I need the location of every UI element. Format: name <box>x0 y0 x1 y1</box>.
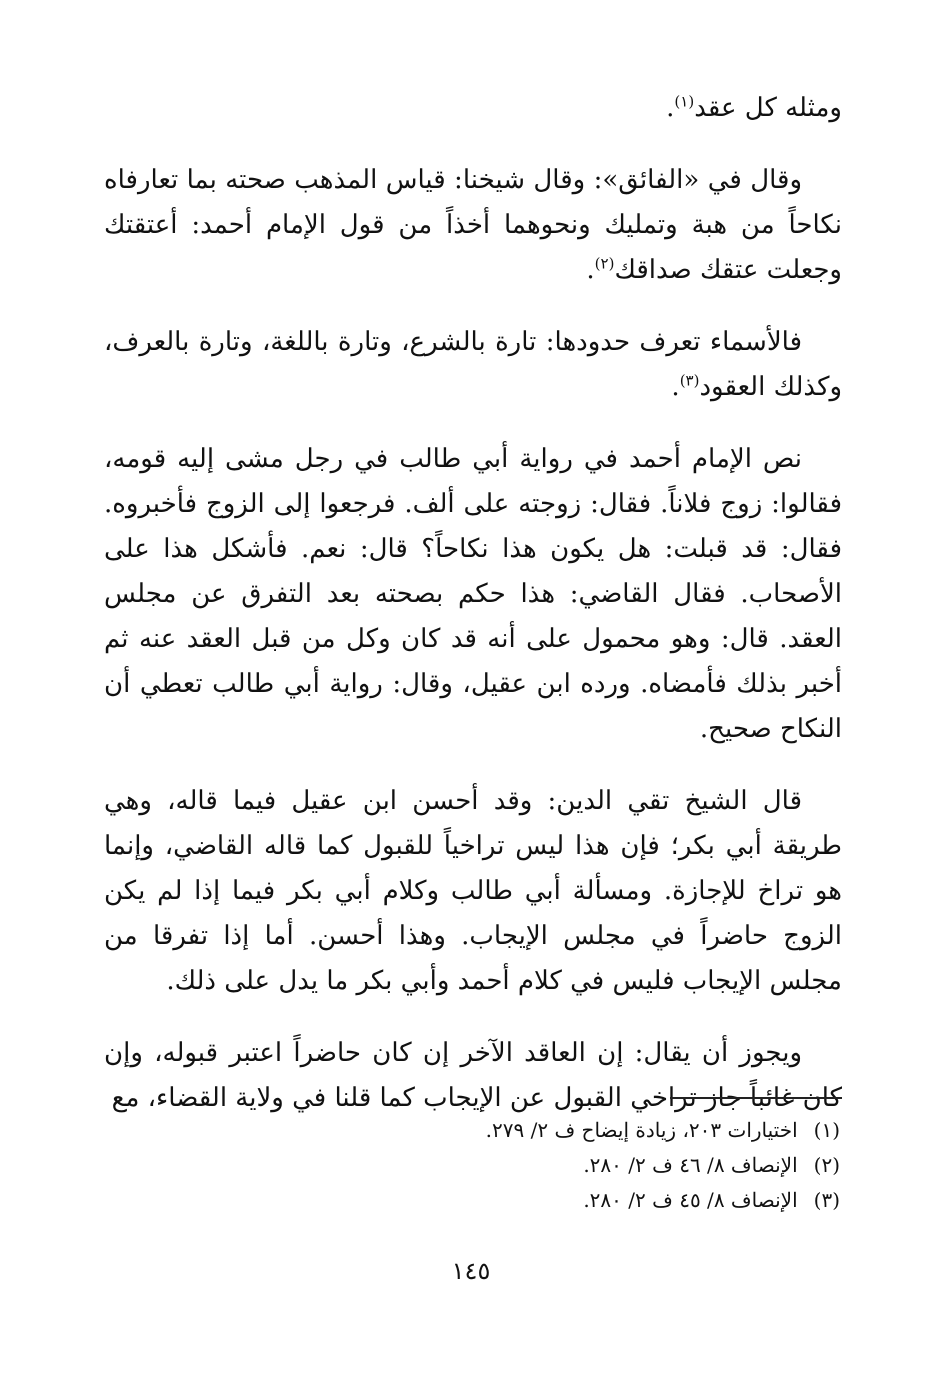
paragraph-1 <box>104 86 842 131</box>
paragraph-3 <box>104 320 842 410</box>
footnote-ref: (٣) <box>679 371 700 390</box>
footnote-number: (١) <box>813 1118 840 1142</box>
paragraph-text: ويجوز أن يقال: إن العاقد الآخر إن كان حاضراً اعتبر قبوله، وإن كان غائباً جاز تراخي القبول عن الإيجاب كما قلنا في ولاية القضاء، مع <box>104 1038 842 1113</box>
footnote-text: اختيارات ٢٠٣، زيادة إيضاح ف ٢/ ٢٧٩. <box>485 1118 798 1142</box>
footnotes <box>104 1113 840 1218</box>
paragraph-text: قال الشيخ تقي الدين: وقد أحسن ابن عقيل فيما قاله، وهي طريقة أبي بكر؛ فإن هذا ليس تراخياً للقبول كما قاله القاضي، وإنما هو تراخ للإجازة. ومسألة أبي طالب وكلام أبي بكر فيما إذا لم يكن الزوج حاضراً في مجلس الإيجاب. وهذا أحسن. أما إذا تفرقا من مجلس الإيجاب فليس في كلام أحمد وأبي بكر ما يدل على ذلك. <box>104 786 842 996</box>
paragraph-end: . <box>671 372 680 402</box>
footnote-1 <box>104 1113 840 1148</box>
paragraph-text: ومثله كل عقد <box>694 93 842 123</box>
paragraph-2 <box>104 158 842 293</box>
paragraph-6 <box>104 1031 842 1121</box>
footnote-3 <box>104 1183 840 1218</box>
paragraph-end: . <box>666 93 675 123</box>
paragraph-text: وقال في «الفائق»: وقال شيخنا: قياس المذهب صحته بما تعارفاه نكاحاً من هبة وتمليك ونحوهما أخذاً من قول الإمام أحمد: أعتقتك وجعلت عتقك صداقك <box>104 165 843 285</box>
footnote-number: (٢) <box>813 1153 840 1177</box>
footnote-ref: (٢) <box>594 254 615 273</box>
footnote-ref: (١) <box>674 92 695 111</box>
paragraph-4 <box>104 437 842 752</box>
footnote-divider <box>670 1097 842 1099</box>
footnote-number: (٣) <box>813 1188 840 1212</box>
footnote-text: الإنصاف ٨/ ٤٦ ف ٢/ ٢٨٠. <box>583 1153 798 1177</box>
footnote-2 <box>104 1148 840 1183</box>
paragraph-5 <box>104 779 842 1004</box>
paragraph-text: نص الإمام أحمد في رواية أبي طالب في رجل مشى إليه قومه، فقالوا: زوج فلاناً. فقال: زوجته على ألف. فرجعوا إلى الزوج فأخبروه. فقال: قد قبلت: هل يكون هذا نكاحاً؟ قال: نعم. فأشكل هذا على الأصحاب. فقال القاضي: هذا حكم بصحته بعد التفرق عن مجلس العقد. قال: وهو محمول على أنه قد كان وكل من قبل العقد عنه ثم أخبر بذلك فأمضاه. ورده ابن عقيل، وقال: رواية أبي طالب تعطي أن النكاح صحيح. <box>104 444 842 744</box>
page-number: ١٤٥ <box>451 1257 491 1285</box>
footnote-text: الإنصاف ٨/ ٤٥ ف ٢/ ٢٨٠. <box>583 1188 798 1212</box>
main-text <box>104 86 842 1148</box>
paragraph-text: فالأسماء تعرف حدودها: تارة بالشرع، وتارة باللغة، وتارة بالعرف، وكذلك العقود <box>104 327 842 402</box>
paragraph-end: . <box>586 255 595 285</box>
